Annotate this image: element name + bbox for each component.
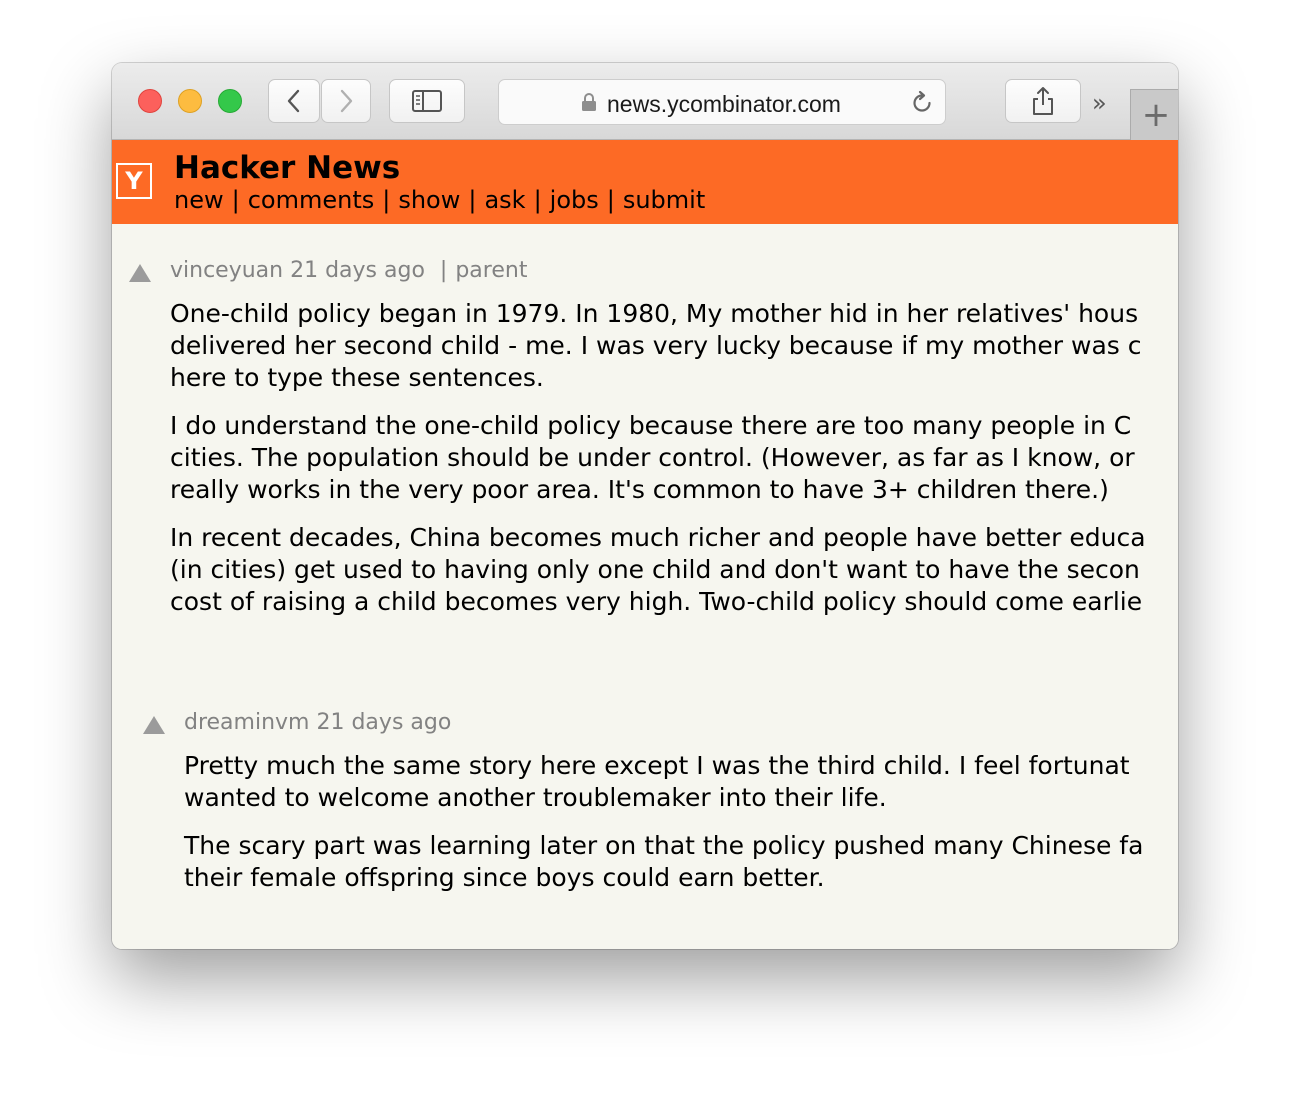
upvote-arrow-icon[interactable] bbox=[129, 264, 151, 282]
text-line: really works in the very poor area. It's common to have 3+ children there.) bbox=[170, 475, 1109, 504]
hn-nav bbox=[174, 186, 705, 214]
text-line: delivered her second child - me. I was very lucky because if my mother was c bbox=[170, 331, 1142, 360]
nav-separator: | bbox=[468, 186, 477, 214]
chevron-left-icon bbox=[286, 88, 302, 114]
comment-body bbox=[170, 298, 1146, 634]
text-line: Pretty much the same story here except I was the third child. I feel fortunat bbox=[184, 751, 1130, 780]
text-line: One-child policy began in 1979. In 1980, My mother hid in her relatives' hous bbox=[170, 299, 1139, 328]
browser-window bbox=[112, 63, 1178, 949]
address-bar[interactable] bbox=[498, 79, 946, 125]
comment-meta bbox=[184, 710, 451, 735]
share-icon bbox=[1031, 86, 1055, 116]
text-line: The scary part was learning later on that the policy pushed many Chinese fa bbox=[184, 831, 1144, 860]
lock-icon bbox=[581, 92, 597, 112]
close-window-button[interactable] bbox=[138, 89, 162, 113]
browser-toolbar bbox=[112, 63, 1178, 140]
minimize-window-button[interactable] bbox=[178, 89, 202, 113]
text-line: their female offspring since boys could earn better. bbox=[184, 863, 825, 892]
zoom-window-button[interactable] bbox=[218, 89, 242, 113]
comment-age[interactable]: 21 days ago bbox=[316, 710, 452, 735]
nav-link-jobs[interactable]: jobs bbox=[549, 186, 599, 214]
text-line: cost of raising a child becomes very high. Two-child policy should come earlie bbox=[170, 587, 1143, 616]
comment-meta bbox=[170, 258, 527, 283]
site-title[interactable]: Hacker News bbox=[174, 150, 401, 186]
comment-paragraph bbox=[170, 298, 1146, 394]
hn-header bbox=[112, 140, 1178, 224]
comment-user[interactable]: dreaminvm bbox=[184, 710, 310, 735]
forward-button[interactable] bbox=[321, 79, 371, 123]
hn-logo[interactable]: Y bbox=[116, 163, 152, 199]
nav-separator: | bbox=[382, 186, 391, 214]
nav-link-show[interactable]: show bbox=[398, 186, 461, 214]
nav-link-submit[interactable]: submit bbox=[622, 186, 706, 214]
upvote-arrow-icon[interactable] bbox=[143, 716, 165, 734]
text-line: In recent decades, China becomes much richer and people have better educa bbox=[170, 523, 1146, 552]
comment-paragraph bbox=[170, 522, 1146, 618]
text-line: I do understand the one-child policy because there are too many people in C bbox=[170, 411, 1132, 440]
nav-separator: | bbox=[606, 186, 615, 214]
sidebar-button[interactable] bbox=[389, 79, 465, 123]
reload-icon[interactable] bbox=[909, 90, 935, 116]
url-text: news.ycombinator.com bbox=[607, 91, 841, 117]
comment-body bbox=[184, 750, 1143, 910]
meta-separator: | bbox=[439, 258, 448, 283]
chevron-double-right-icon[interactable]: » bbox=[1092, 89, 1103, 117]
share-button[interactable] bbox=[1005, 79, 1081, 123]
nav-link-ask[interactable]: ask bbox=[484, 186, 526, 214]
nav-separator: | bbox=[533, 186, 542, 214]
comment-paragraph bbox=[184, 750, 1143, 814]
comment-user[interactable]: vinceyuan bbox=[170, 258, 284, 283]
comment-paragraph bbox=[170, 410, 1146, 506]
comment-paragraph bbox=[184, 830, 1143, 894]
text-line: (in cities) get used to having only one child and don't want to have the secon bbox=[170, 555, 1140, 584]
back-button[interactable] bbox=[268, 79, 320, 123]
text-line: here to type these sentences. bbox=[170, 363, 544, 392]
nav-link-new[interactable]: new bbox=[174, 186, 224, 214]
new-tab-button[interactable]: + bbox=[1130, 89, 1178, 140]
text-line: wanted to welcome another troublemaker into their life. bbox=[184, 783, 887, 812]
nav-link-comments[interactable]: comments bbox=[247, 186, 375, 214]
parent-link[interactable]: parent bbox=[455, 258, 528, 283]
page-content bbox=[112, 224, 1178, 949]
sidebar-icon bbox=[412, 90, 442, 112]
comment-age[interactable]: 21 days ago bbox=[290, 258, 425, 283]
text-line: cities. The population should be under control. (However, as far as I know, or bbox=[170, 443, 1135, 472]
chevron-right-icon bbox=[338, 88, 354, 114]
nav-separator: | bbox=[231, 186, 240, 214]
